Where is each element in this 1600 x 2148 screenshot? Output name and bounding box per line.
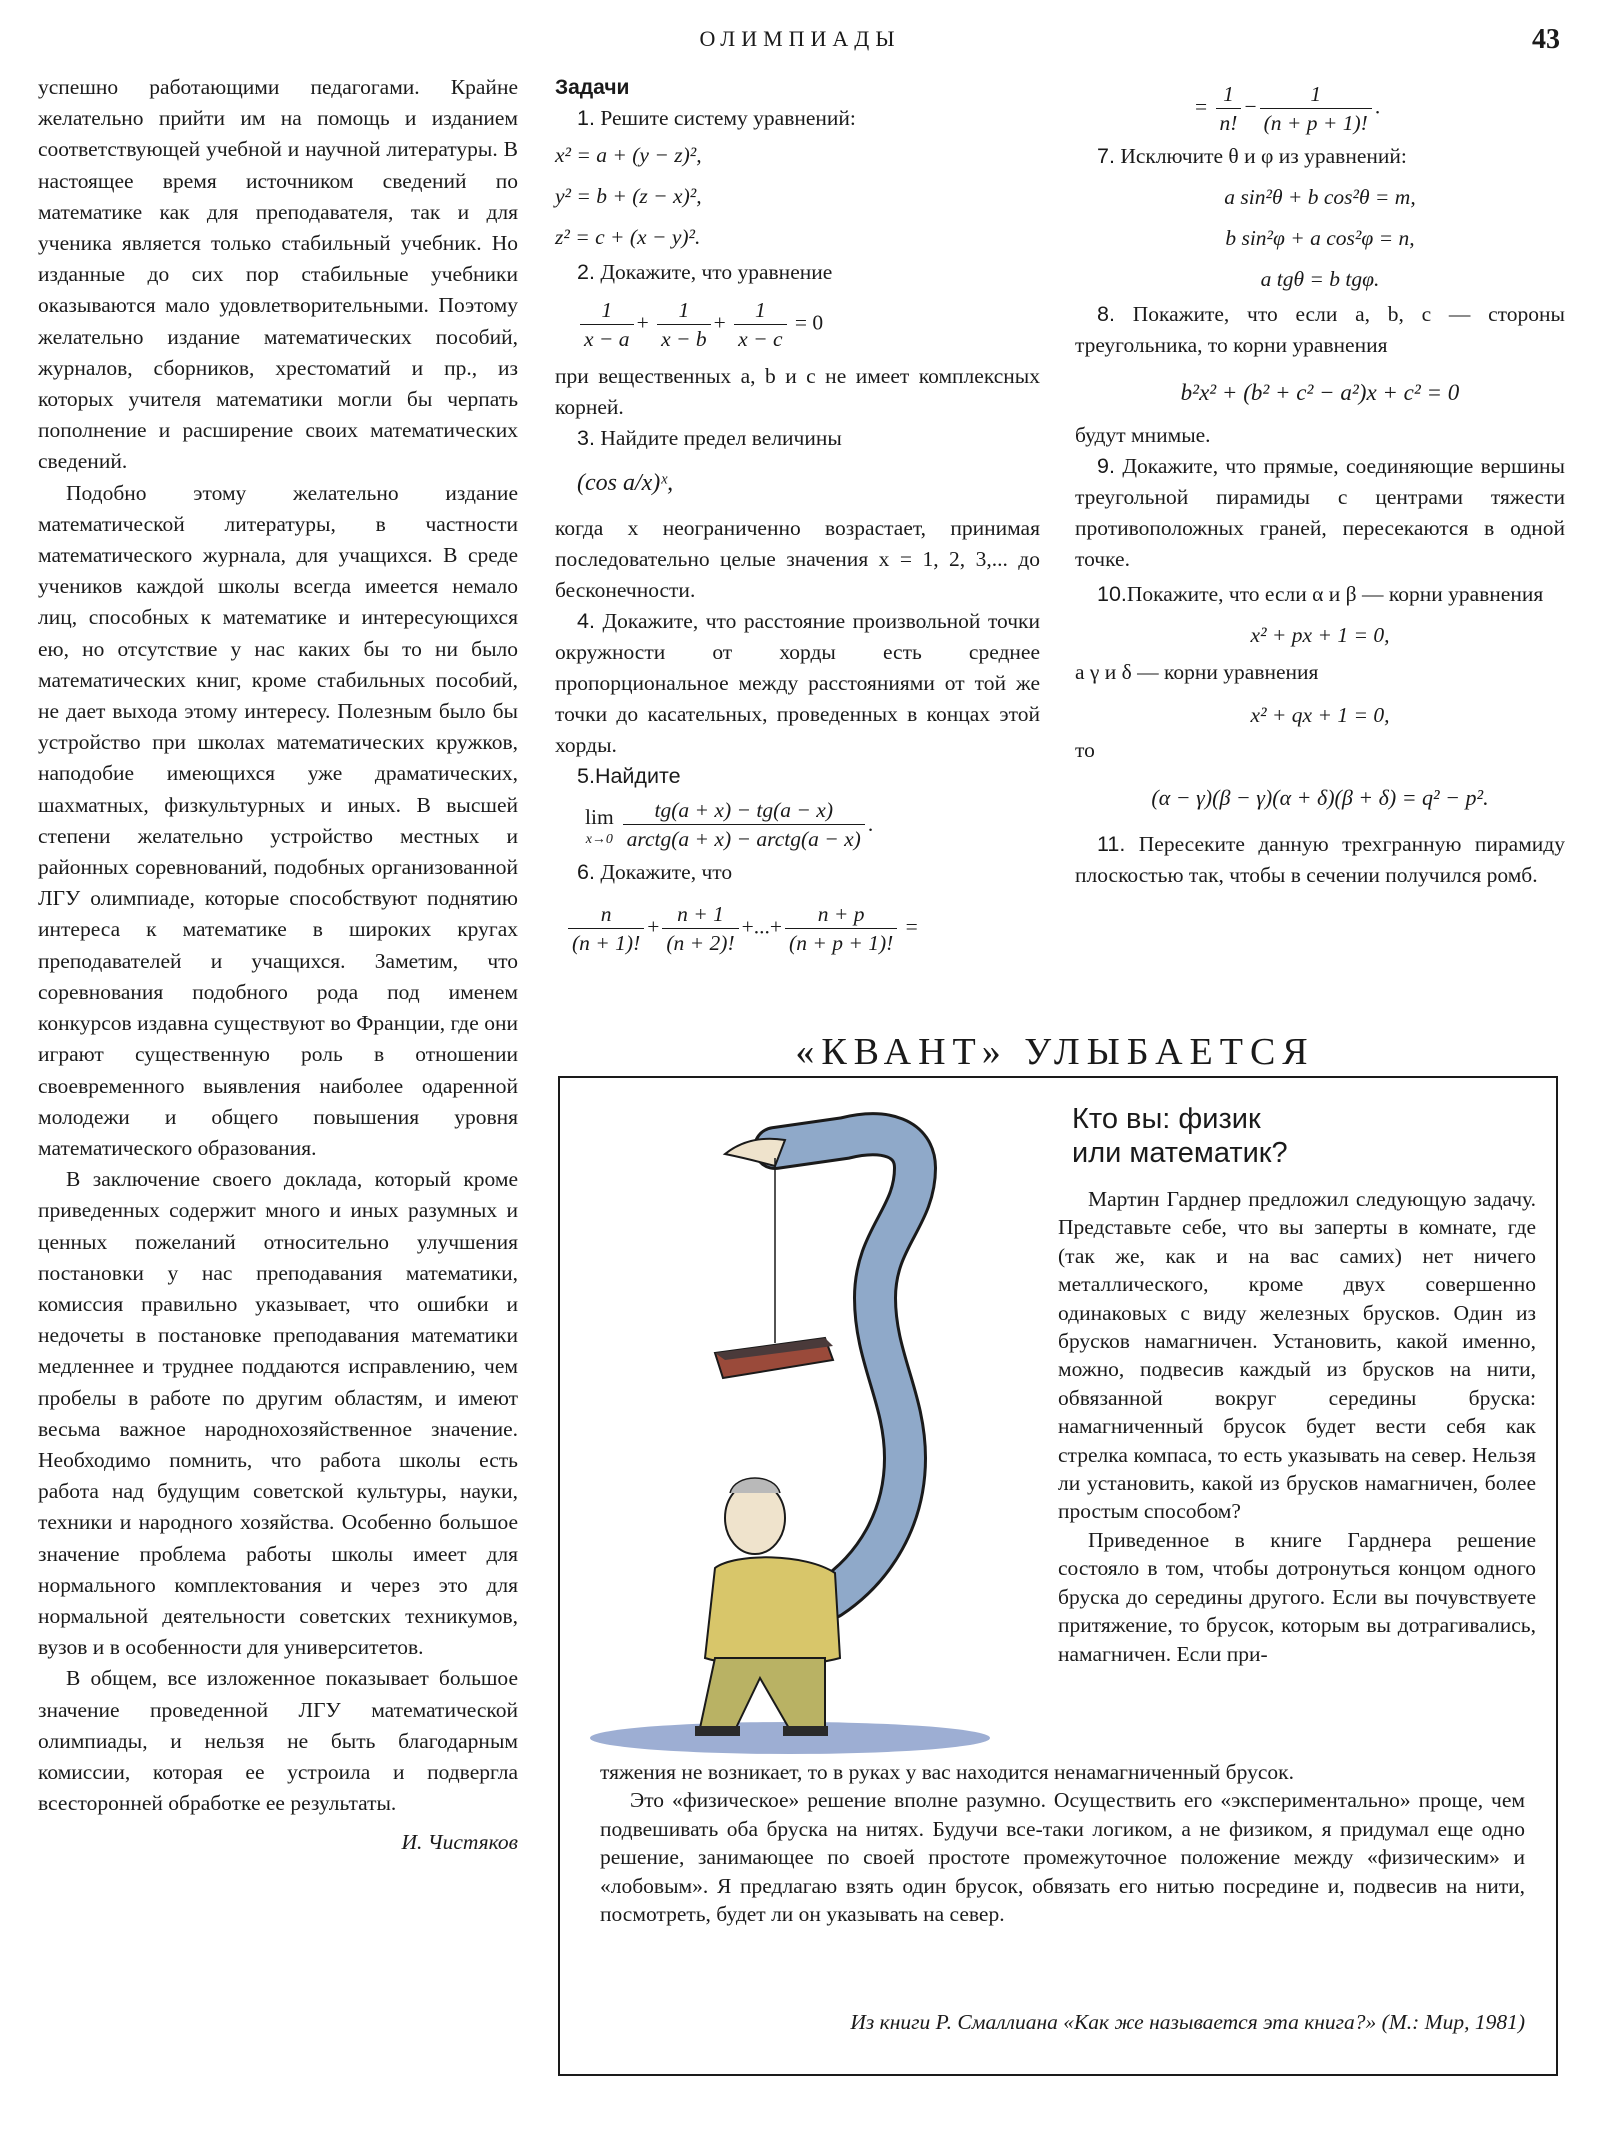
problem-text: Докажите, что уравнение [600, 260, 833, 284]
problem-number: 11. [1097, 832, 1126, 856]
problem-number: 8. [1097, 302, 1115, 326]
equation: (α − γ)(β − γ)(α + δ)(β + δ) = q² − p². [1151, 785, 1489, 810]
trousers [700, 1658, 825, 1730]
paragraph: успешно работающими педагогами. Крайне желательно прийти им на помощь и изданием соответствующей учебной и научной литературы. В настоящее время источником сведений по математике как для преподавателя, так и для ученика является только стабильный учебник. Но изданные до сих пор стабильные учебники оказываются мало удовлетворительными. Поэтому желательно издание математических пособий, журналов, сборников, хрестоматий и пр., из которых учителя математики могли бы черпать пополнение и расширение своих математических сведений. [38, 75, 518, 474]
problem-text: будут мнимые. [1075, 423, 1211, 447]
shirt [705, 1557, 840, 1665]
problem-4 [555, 606, 1040, 761]
fraction: $\frac{1}{x - c}$ [734, 296, 786, 353]
problem-number: 4. [577, 609, 595, 633]
problem-number: 2. [577, 260, 595, 284]
equation: b sin²φ + a cos²φ = n, [1225, 226, 1415, 250]
source-citation: Из книги Р. Смаллиана «Как же называется эта книга?» (М.: Мир, 1981) [850, 2010, 1525, 2034]
paragraph: Это «физическое» решение вполне разумно. Осуществить его «экспериментально» проще, чем подвешивать оба бруска на нитях. Будучи все-таки логиком, а не физиком, я придумал еще одно решение, занимающее по своей простоте промежуточное положение между «физическим» и «лобовым». Я предлагаю взять один брусок, обвязать его нитью посредине и, подвесив на нити, посмотреть, будет ли он указывать на север. [600, 1788, 1525, 1927]
sum-expression: $\frac{n}{(n + 1)!}$ + $\frac{n + 1}{(n + 2)!}$ +...+ $\frac{n + p}{(n + p + 1)!}$ = [565, 900, 1040, 957]
sum-result: = $\frac{1}{n!}$ − $\frac{1}{(n + p + 1)!}$ . [1195, 82, 1381, 135]
problem-3 [555, 423, 1040, 454]
equation: a sin²θ + b cos²θ = m, [1224, 185, 1416, 209]
problem-number: 1. [577, 106, 595, 130]
paragraph: В общем, все изложенное показывает большое значение проведенной ЛГУ математической олимпиады, и нельзя не быть благодарным комиссии, которая ее устроила и подвергла всесторонней обработке ее результаты. [38, 1666, 518, 1816]
problem-number: 6. [577, 860, 595, 884]
equation: a tgθ = b tgφ. [1260, 267, 1380, 291]
problem-text: Исключите θ и φ из уравнений: [1120, 144, 1407, 168]
problem-text: Докажите, что прямые, соединяющие вершины треугольной пирамиды с центрами тяжести противоположных граней, пересекаются в одной точке. [1075, 454, 1565, 571]
limit-expression: lim x→0 $\frac{tg(a + x) - tg(a - x)}{\text{arctg(a + x) − arctg(a − x)}}$ . [585, 798, 874, 851]
problem-text: когда x неограниченно возрастает, принимая последовательно целые значения x = 1, 2, 3,... до бесконечности. [555, 516, 1040, 602]
problem-10 [1075, 579, 1565, 610]
tasks-column-right [1075, 80, 1565, 891]
fraction: $\frac{n}{(n + 1)!}$ [568, 900, 644, 957]
problem-11 [1075, 829, 1565, 891]
paragraph: В заключение своего доклада, который кроме приведенных содержит много и иных разумных и ценных пожеланий относительно улучшения постановки у нас преподавания математики, комиссия правильно указывает, что ошибки и недочеты в постановке преподавания математики медленнее и труднее поддаются исправлению, чем пробелы в работе по другим областям, и имеют весьма важное народнохозяйственное значение. Необходимо помнить, что работа школы есть работа над будущим советской культуры, науки, техники и народного хозяйства. Особенно большое значение проблема работы школы имеет для нормального комплектования и через это для нормальной деятельности советских техникумов, вузов и в особенности для университетов. [38, 1167, 518, 1660]
problem-1 [555, 103, 1040, 134]
equation: b²x² + (b² + c² − a²)x + c² = 0 [1180, 380, 1460, 405]
running-title: ОЛИМПИАДЫ [699, 26, 901, 51]
equation: z² = c + (x − y)². [555, 225, 701, 249]
fraction: $\frac{1}{x - a}$ [580, 296, 634, 353]
problem-2 [555, 257, 1040, 288]
equation: x² = a + (y − z)², [555, 143, 702, 167]
hand [725, 1139, 785, 1166]
problem-text: то [1075, 738, 1095, 762]
problem-text: а γ и δ — корни уравнения [1075, 660, 1319, 684]
fraction: $\frac{tg(a + x) - tg(a - x)}{\text{arctg(a + x) − arctg(a − x)}}$ [623, 796, 865, 853]
kvant-title [1072, 1102, 1542, 1170]
equation-fractions: $\frac{1}{x - a}$ + $\frac{1}{x - b}$ + $\frac{1}{x - c}$ = 0 [577, 296, 1040, 353]
fraction: $\frac{n + p}{(n + p + 1)!}$ [785, 900, 897, 957]
title-line: или математик? [1072, 1137, 1288, 1169]
problem-6 [555, 857, 1040, 888]
tasks-column [555, 72, 1040, 957]
left-column [38, 72, 518, 1859]
problem-number: 9. [1097, 454, 1115, 478]
problem-text: при вещественных a, b и c не имеет комплексных корней. [555, 364, 1040, 419]
problem-number: 3. [577, 426, 595, 450]
equation: x² + px + 1 = 0, [1250, 623, 1390, 647]
section-banner: «КВАНТ» УЛЫБАЕТСЯ [795, 1031, 1315, 1073]
problem-text: Найдите предел величины [600, 426, 842, 450]
kvant-story-narrow [1058, 1185, 1536, 1668]
fraction: $\frac{1}{(n + p + 1)!}$ [1260, 80, 1372, 137]
fraction: $\frac{1}{n!}$ [1216, 80, 1242, 137]
problem-number: 7. [1097, 144, 1115, 168]
fraction: $\frac{n + 1}{(n + 2)!}$ [662, 900, 738, 957]
problem-text: Найдите [594, 764, 681, 788]
equation: x² + qx + 1 = 0, [1250, 703, 1390, 727]
problem-text: Покажите, что если α и β — корни уравнения [1126, 582, 1544, 606]
paragraph: Мартин Гарднер предложил следующую задачу. Представьте себе, что вы заперты в комнате, где (так же, как и на вас самих) нет ничего металлического, кроме двух совершенно одинаковых с виду железных брусков. Один из брусков намагничен. Установить, какой именно, можно, подвесив каждый из брусков на нити, обвязанной вокруг середины бруска: намагниченный брусок будет вести себя как стрелка компаса, то есть указывать на север. Нельзя ли установить, какой из брусков намагничен, более простым способом? [1058, 1187, 1536, 1524]
problem-text: Докажите, что расстояние произвольной точки окружности от хорды есть среднее пропорциональное между расстояниями от той же точки до касательных, проведенных в концах этой хорды. [555, 609, 1041, 757]
paragraph: Подобно этому желательно издание математической литературы, в частности математического журнала, для учащихся. В среде учеников каждой школы всегда имеется немало лиц, способных к математике и интересующихся ею, но отсутствие у нас каких бы то ни было математических книг, кроме стабильных пособий, не дает выхода этому интересу. Полезным было бы устройство при школах математических кружков, наподобие имеющихся уже драматических, шахматных, физкультурных и иных. В высшей степени желательно устройство местных и районных соревнований, подобных организованной ЛГУ олимпиаде, которые способствуют поднятию интереса к математике в широких кругах преподавателей и учащихся. Заметим, что соревнования подобного рода под именем конкурсов издавна существуют во Франции, где они играют существенную роль в отношении своевременного выявления наиболее одаренной молодежи и общего повышения уровня математического образования. [38, 480, 518, 1160]
equation: y² = b + (z − x)², [555, 184, 702, 208]
problem-number: 5. [577, 764, 595, 788]
problem-7 [1075, 141, 1565, 172]
cartoon-illustration [575, 1098, 1035, 1758]
signature: И. Чистяков [401, 1830, 518, 1855]
paragraph: Приведенное в книге Гарднера решение состояло в том, чтобы дотронуться концом одного бруска до середины другого. Если вы почувствуете притяжение, то брусок, которым вы дотрагивались, намагничен. Если при- [1058, 1527, 1536, 1666]
problem-text: Решите систему уравнений: [600, 106, 856, 130]
paragraph: тяжения не возникает, то в руках у вас находится ненамагниченный брусок. [600, 1760, 1294, 1784]
problem-5 [555, 761, 1040, 792]
title-line: Кто вы: физик [1072, 1103, 1261, 1135]
problem-text: Покажите, что если a, b, c — стороны треугольника, то корни уравнения [1075, 302, 1565, 357]
problem-8 [1075, 299, 1565, 361]
problem-number: 10. [1097, 582, 1127, 606]
kvant-story-wide [600, 1758, 1525, 1928]
equation: (cos a/x)ˣ, [577, 470, 674, 496]
tasks-heading: Задачи [555, 76, 630, 99]
problem-9 [1075, 451, 1565, 575]
page-number: 43 [1532, 24, 1560, 55]
problem-text: Пересеките данную трехгранную пирамиду плоскостью так, чтобы в сечении получился ромб. [1075, 832, 1565, 887]
problem-text: Докажите, что [600, 860, 733, 884]
fraction: $\frac{1}{x - b}$ [657, 296, 711, 353]
